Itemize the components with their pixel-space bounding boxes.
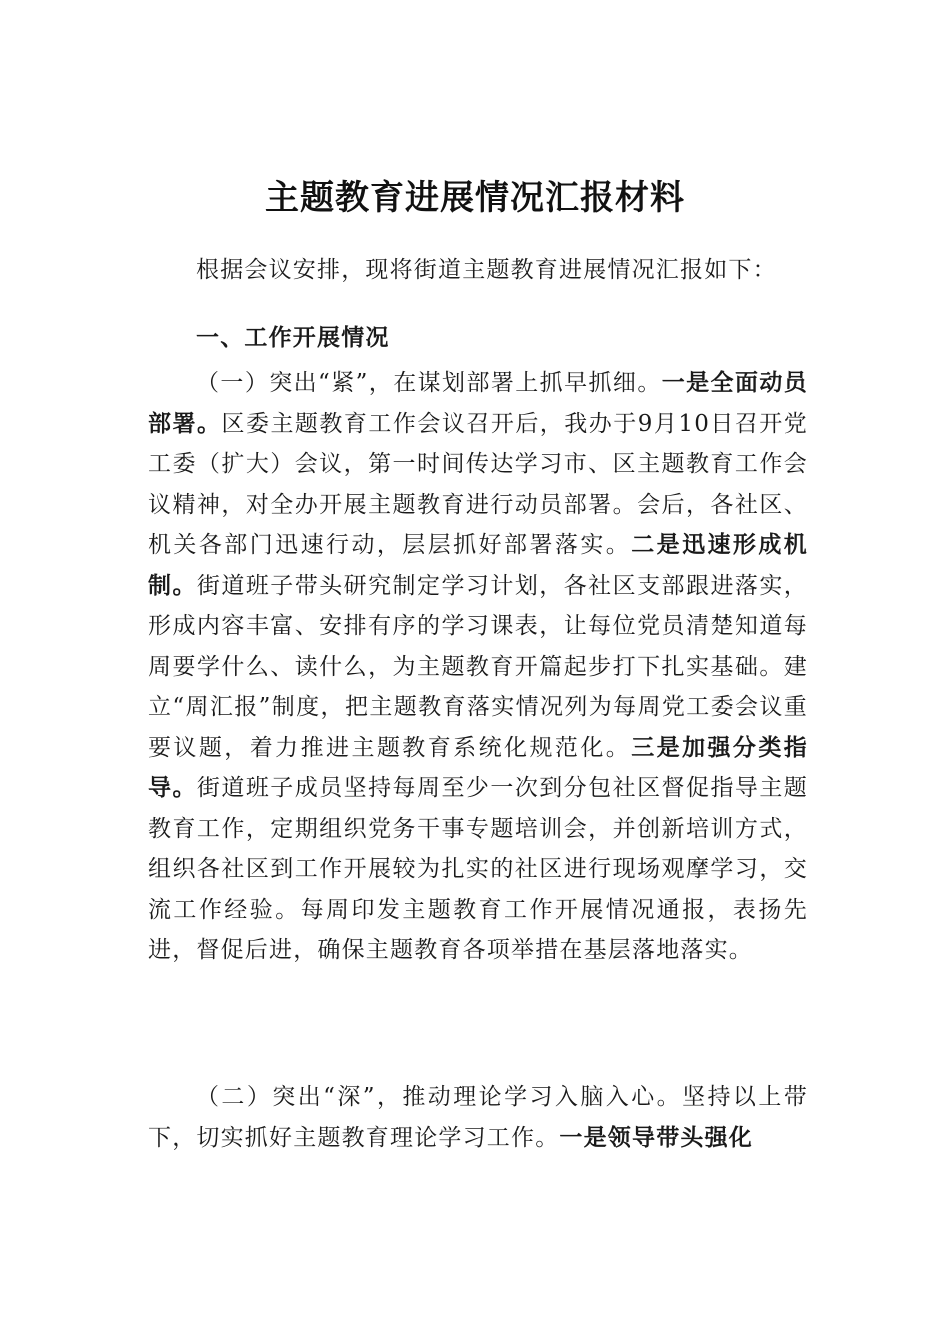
paragraph-2: [148, 1077, 808, 1158]
paragraph-2-text-1: 坚持以上带下，切实抓好主题教育理论学习工作。: [148, 1084, 808, 1151]
paragraph-2-bold-1: 一是领导带头强化: [559, 1124, 754, 1151]
paragraph-1-bold-3: 三是加强分类指导。: [148, 734, 808, 801]
paragraph-1-bold-1: 一是全面动员部署。: [148, 370, 808, 437]
section-heading: 一、工作开展情况: [196, 325, 390, 351]
paragraph-2-lead: （二）突出“深”，推动理论学习入脑入心。: [196, 1084, 683, 1110]
document-title: 主题教育进展情况汇报材料: [265, 178, 685, 218]
paragraph-1-text-3: 街道班子成员坚持每周至少一次到分包社区督促指导主题教育工作，定期组织党务干事专题培训会，并创新培训方式，组织各社区到工作开展较为扎实的社区进行现场观摩学习，交流工作经验。每周印发主题教育工作开展情况通报，表扬先进，督促后进，确保主题教育各项举措在基层落地落实。: [148, 775, 809, 963]
paragraph-1-text-2: 街道班子带头研究制定学习计划，各社区支部跟进落实，形成内容丰富、安排有序的学习课表，让每位党员清楚知道每周要学什么、读什么，为主题教育开篇起步打下扎实基础。建立“周汇报”制度，把主题教育落实情况列为每周党工委会议重要议题，着力推进主题教育系统化规范化。: [148, 572, 809, 761]
intro-paragraph: 根据会议安排，现将街道主题教育进展情况汇报如下：: [196, 257, 777, 283]
paragraph-1-text-1: 区委主题教育工作会议召开后，我办于9月10日召开党工委（扩大）会议，第一时间传达学习市、区主题教育工作会议精神，对全办开展主题教育进行动员部署。会后，各社区、机关各部门迅速行动，层层抓好部署落实。: [148, 410, 808, 558]
paragraph-1-bold-2: 二是迅速形成机制。: [148, 532, 808, 599]
paragraph-1-lead: （一）突出“紧”，在谋划部署上抓早抓细。: [196, 370, 662, 396]
paragraph-1: [148, 363, 808, 971]
